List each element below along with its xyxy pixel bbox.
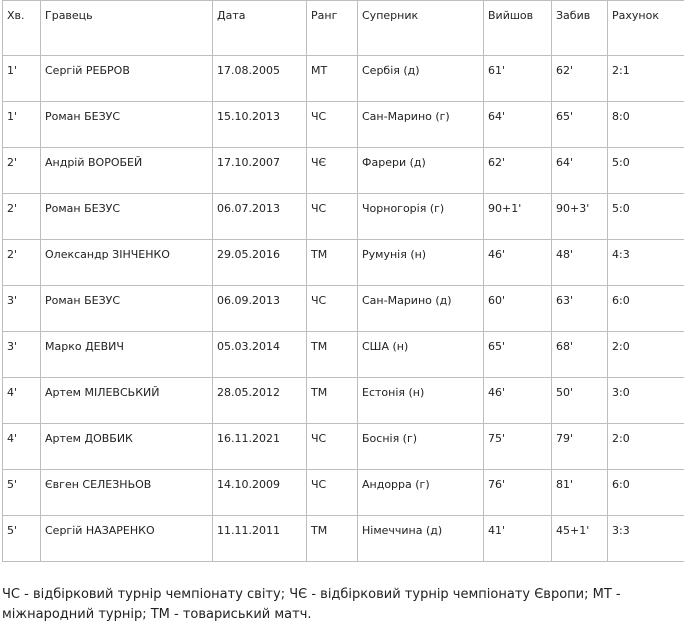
cell-date: 29.05.2016: [213, 240, 307, 286]
cell-player: Роман БЕЗУС: [41, 194, 213, 240]
cell-opponent: Естонія (н): [358, 378, 484, 424]
cell-minute: 3': [3, 332, 41, 378]
header-rank: Ранг: [307, 1, 358, 56]
table-body: [3, 56, 684, 562]
cell-player: Сергій НАЗАРЕНКО: [41, 516, 213, 562]
header-minute: Хв.: [3, 1, 41, 56]
cell-came-on: 46': [484, 378, 552, 424]
table-row: [3, 194, 684, 240]
cell-came-on: 75': [484, 424, 552, 470]
cell-player: Андрій ВОРОБЕЙ: [41, 148, 213, 194]
cell-opponent: Румунія (н): [358, 240, 484, 286]
cell-came-on: 61': [484, 56, 552, 102]
cell-player: Роман БЕЗУС: [41, 286, 213, 332]
cell-minute: 2': [3, 240, 41, 286]
header-player: Гравець: [41, 1, 213, 56]
cell-player: Артем ДОВБИК: [41, 424, 213, 470]
cell-date: 17.10.2007: [213, 148, 307, 194]
cell-score: 6:0: [608, 286, 684, 332]
cell-rank: ТМ: [307, 240, 358, 286]
cell-scored: 45+1': [552, 516, 608, 562]
cell-minute: 2': [3, 194, 41, 240]
cell-date: 06.09.2013: [213, 286, 307, 332]
cell-score: 2:1: [608, 56, 684, 102]
cell-scored: 62': [552, 56, 608, 102]
cell-score: 5:0: [608, 148, 684, 194]
cell-came-on: 41': [484, 516, 552, 562]
cell-opponent: Фарери (д): [358, 148, 484, 194]
header-score: Рахунок: [608, 1, 684, 56]
cell-player: Сергій РЕБРОВ: [41, 56, 213, 102]
cell-opponent: Сан-Марино (д): [358, 286, 484, 332]
cell-scored: 50': [552, 378, 608, 424]
cell-opponent: США (н): [358, 332, 484, 378]
table-row: [3, 424, 684, 470]
cell-rank: ЧС: [307, 194, 358, 240]
cell-scored: 65': [552, 102, 608, 148]
header-scored: Забив: [552, 1, 608, 56]
cell-came-on: 76': [484, 470, 552, 516]
cell-rank: ЧС: [307, 424, 358, 470]
cell-rank: ЧС: [307, 102, 358, 148]
goals-table: [2, 0, 684, 562]
cell-scored: 63': [552, 286, 608, 332]
cell-minute: 4': [3, 378, 41, 424]
cell-minute: 5': [3, 470, 41, 516]
cell-rank: ЧС: [307, 470, 358, 516]
header-opponent: Суперник: [358, 1, 484, 56]
cell-minute: 4': [3, 424, 41, 470]
table-row: [3, 56, 684, 102]
cell-came-on: 90+1': [484, 194, 552, 240]
table-row: [3, 378, 684, 424]
cell-score: 8:0: [608, 102, 684, 148]
cell-date: 11.11.2011: [213, 516, 307, 562]
cell-scored: 48': [552, 240, 608, 286]
cell-minute: 5': [3, 516, 41, 562]
cell-opponent: Сан-Марино (г): [358, 102, 484, 148]
table-row: [3, 332, 684, 378]
cell-score: 4:3: [608, 240, 684, 286]
header-date: Дата: [213, 1, 307, 56]
cell-rank: ТМ: [307, 332, 358, 378]
cell-player: Євген СЕЛЕЗНЬОВ: [41, 470, 213, 516]
cell-scored: 81': [552, 470, 608, 516]
cell-scored: 68': [552, 332, 608, 378]
cell-player: Артем МІЛЕВСЬКИЙ: [41, 378, 213, 424]
cell-opponent: Сербія (д): [358, 56, 484, 102]
cell-date: 14.10.2009: [213, 470, 307, 516]
cell-score: 3:0: [608, 378, 684, 424]
table-row: [3, 240, 684, 286]
table-row: [3, 470, 684, 516]
cell-score: 2:0: [608, 424, 684, 470]
table-row: [3, 148, 684, 194]
cell-came-on: 62': [484, 148, 552, 194]
cell-minute: 2': [3, 148, 41, 194]
cell-minute: 1': [3, 102, 41, 148]
table-row: [3, 516, 684, 562]
cell-minute: 3': [3, 286, 41, 332]
cell-date: 17.08.2005: [213, 56, 307, 102]
table-header-row: [3, 1, 684, 56]
cell-score: 2:0: [608, 332, 684, 378]
cell-rank: ТМ: [307, 378, 358, 424]
table-row: [3, 102, 684, 148]
cell-scored: 90+3': [552, 194, 608, 240]
cell-rank: ЧЄ: [307, 148, 358, 194]
table-row: [3, 286, 684, 332]
cell-rank: ТМ: [307, 516, 358, 562]
cell-date: 05.03.2014: [213, 332, 307, 378]
cell-came-on: 46': [484, 240, 552, 286]
cell-came-on: 64': [484, 102, 552, 148]
header-came-on: Вийшов: [484, 1, 552, 56]
cell-opponent: Андорра (г): [358, 470, 484, 516]
cell-date: 15.10.2013: [213, 102, 307, 148]
cell-date: 06.07.2013: [213, 194, 307, 240]
cell-scored: 79': [552, 424, 608, 470]
cell-score: 3:3: [608, 516, 684, 562]
cell-player: Роман БЕЗУС: [41, 102, 213, 148]
cell-scored: 64': [552, 148, 608, 194]
cell-rank: ЧС: [307, 286, 358, 332]
cell-date: 28.05.2012: [213, 378, 307, 424]
cell-opponent: Чорногорія (г): [358, 194, 484, 240]
cell-rank: МТ: [307, 56, 358, 102]
cell-date: 16.11.2021: [213, 424, 307, 470]
cell-score: 6:0: [608, 470, 684, 516]
cell-came-on: 65': [484, 332, 552, 378]
cell-player: Олександр ЗІНЧЕНКО: [41, 240, 213, 286]
cell-player: Марко ДЕВИЧ: [41, 332, 213, 378]
cell-opponent: Німеччина (д): [358, 516, 484, 562]
cell-came-on: 60': [484, 286, 552, 332]
cell-opponent: Боснія (г): [358, 424, 484, 470]
cell-minute: 1': [3, 56, 41, 102]
legend-text: ЧС - відбірковий турнір чемпіонату світу; ЧЄ - відбірковий турнір чемпіонату Європи; МТ - міжнародний турнір; ТМ - товариський матч.: [2, 587, 621, 622]
cell-score: 5:0: [608, 194, 684, 240]
